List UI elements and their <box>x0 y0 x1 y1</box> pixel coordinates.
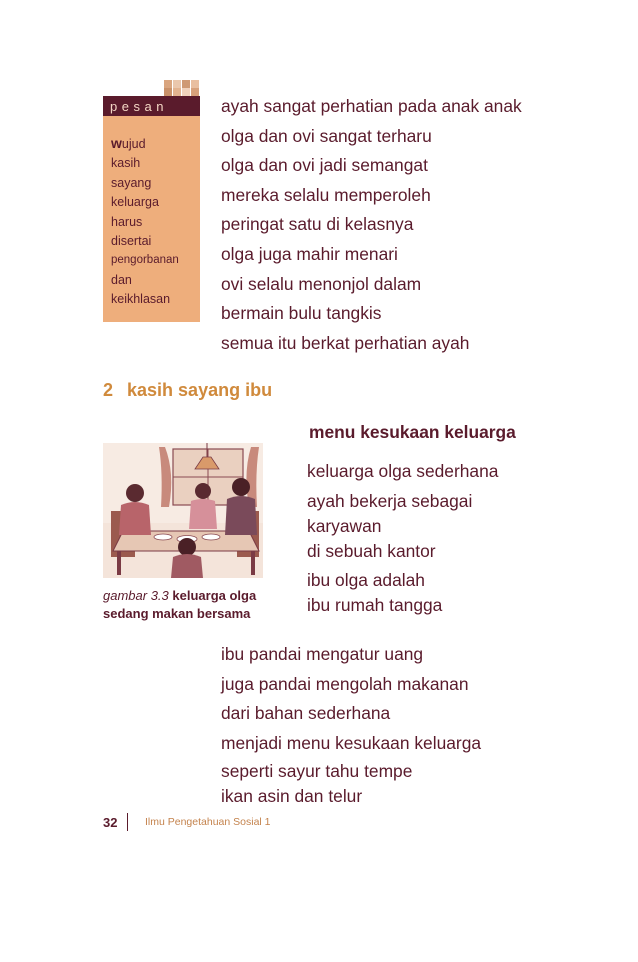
right-text-block-2 <box>307 489 472 564</box>
family-dinner-image <box>103 443 263 578</box>
poem-line: olga juga mahir menari <box>221 243 398 264</box>
caption-line-2 <box>103 605 256 623</box>
pesan-line-5: harus <box>111 214 143 229</box>
pesan-line-2: kasih <box>111 156 141 171</box>
pesan-line-6: disertai <box>111 234 152 249</box>
right-text-block-1 <box>307 458 498 485</box>
right-text-line: ibu olga adalah <box>307 570 425 590</box>
pesan-line-7: pengorbanan <box>111 254 179 267</box>
pesan-message <box>111 134 179 310</box>
poem-line: seperti sayur tahu tempe <box>221 761 413 781</box>
sub-heading: menu kesukaan keluarga <box>309 422 516 442</box>
right-text-line: ayah bekerja sebagai <box>307 491 473 511</box>
pesan-line-1: wujud <box>111 135 146 151</box>
right-text-block-3 <box>307 568 442 618</box>
poem-line: ovi selalu menonjol dalam <box>221 273 422 294</box>
right-text-line: karyawan <box>307 516 382 536</box>
poem-bottom-tail <box>221 759 412 809</box>
page-number: 32 <box>103 815 118 830</box>
poem-line: olga dan ovi sangat terharu <box>221 125 432 146</box>
caption-text-2: sedang makan bersama <box>103 606 251 621</box>
right-text-line: di sebuah kantor <box>307 541 436 561</box>
poem-line: juga pandai mengolah makanan <box>221 673 469 694</box>
caption-line-1 <box>103 587 256 605</box>
caption-text-1: keluarga olga <box>172 588 257 603</box>
section-title: kasih sayang ibu <box>127 380 273 400</box>
poem-line: olga dan ovi jadi semangat <box>221 155 428 176</box>
poem-line: semua itu berkat perhatian ayah <box>221 332 470 353</box>
poem-top <box>221 92 522 358</box>
poem-line: ibu pandai mengatur uang <box>221 644 424 664</box>
book-title: Ilmu Pengetahuan Sosial 1 <box>145 816 271 828</box>
poem-bottom <box>221 640 481 758</box>
pesan-line-9: keikhlasan <box>111 292 171 307</box>
poem-line: bermain bulu tangkis <box>221 303 382 324</box>
pesan-decor-grid <box>164 80 200 96</box>
pesan-title: pesan <box>110 99 168 114</box>
section-number: 2 <box>103 380 114 400</box>
right-text-line: ibu rumah tangga <box>307 595 443 615</box>
pesan-line-3: sayang <box>111 175 152 190</box>
pesan-line-4: keluarga <box>111 195 159 210</box>
section-heading <box>103 380 272 401</box>
poem-line: peringat satu di kelasnya <box>221 214 414 235</box>
family-dinner-illustration <box>103 443 263 578</box>
footer-divider <box>127 813 128 831</box>
caption-label: gambar 3.3 <box>103 588 169 603</box>
poem-line: mereka selalu memperoleh <box>221 184 431 205</box>
figure-caption <box>103 587 256 623</box>
pesan-line-8: dan <box>111 272 132 287</box>
poem-line: dari bahan sederhana <box>221 703 391 724</box>
poem-line: menjadi menu kesukaan keluarga <box>221 732 482 753</box>
right-text-line: keluarga olga sederhana <box>307 461 499 481</box>
poem-line: ayah sangat perhatian pada anak anak <box>221 96 522 116</box>
poem-line: ikan asin dan telur <box>221 786 363 806</box>
